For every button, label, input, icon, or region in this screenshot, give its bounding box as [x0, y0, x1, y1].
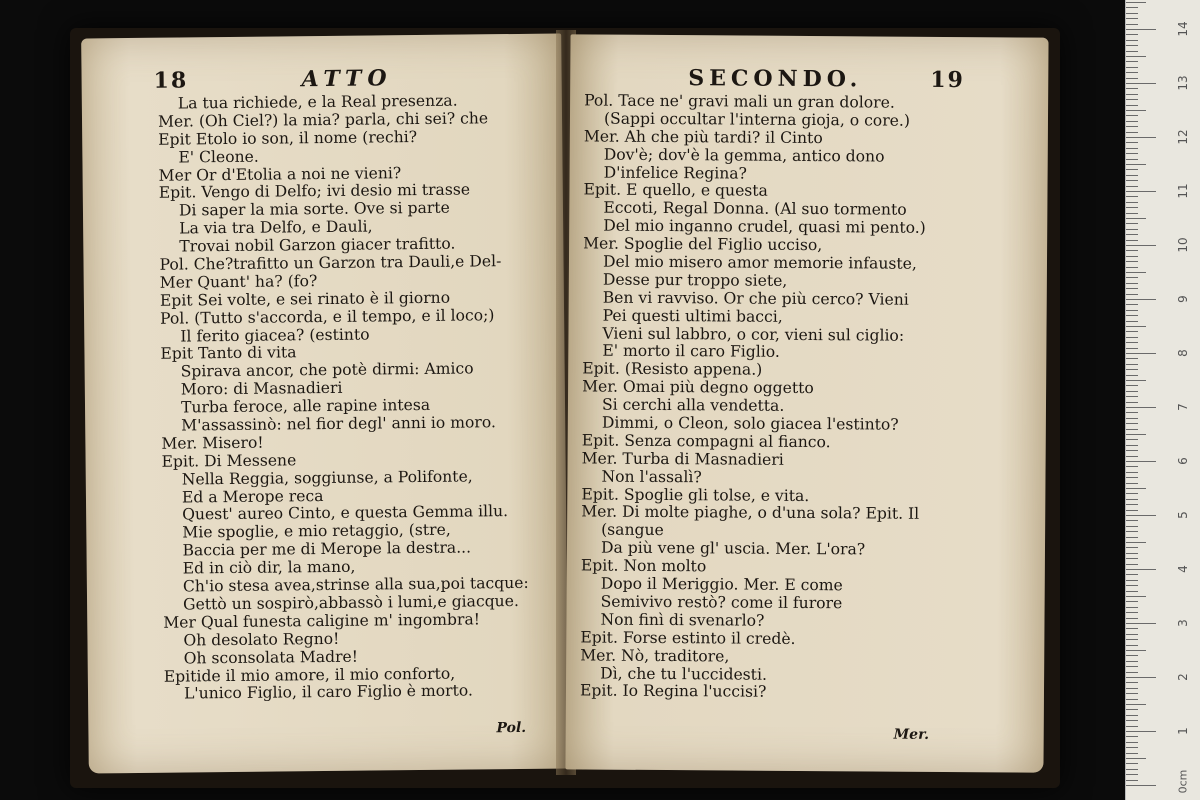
ruler-tick [1126, 585, 1138, 586]
ruler-tick [1126, 720, 1138, 721]
text-line: Oh desolato Regno! [183, 629, 340, 650]
text-line: Mer. Di molte piaghe, o d'una sola? Epit. Il [581, 502, 920, 524]
ruler-tick [1126, 191, 1156, 192]
ruler-tick [1126, 132, 1138, 133]
ruler-tick [1126, 780, 1138, 781]
ruler-tick [1126, 639, 1138, 640]
text-line: Mer. Spoglie del Figlio ucciso, [583, 234, 823, 255]
ruler-tick [1126, 358, 1138, 359]
text-line: Mer. Misero! [161, 433, 264, 453]
text-line: Epit. Senza compagni al fianco. [581, 431, 831, 452]
text-line: Mer. Ah che più tardi? il Cinto [583, 127, 823, 147]
ruler-tick [1126, 666, 1138, 667]
text-line: Mer Qual funesta caligine m' ingombra! [163, 610, 481, 632]
ruler-tick [1126, 558, 1138, 559]
right-page [565, 34, 1048, 772]
ruler-tick [1126, 612, 1138, 613]
left-page [81, 34, 569, 774]
ruler-tick [1126, 51, 1138, 52]
ruler-tick [1126, 110, 1146, 111]
ruler-tick [1126, 337, 1138, 338]
text-line: Nella Reggia, soggiunse, a Polifonte, [181, 467, 473, 489]
ruler-tick [1126, 83, 1156, 84]
ruler-tick [1126, 715, 1138, 716]
text-line: Ch'io stesa avea,strinse alla sua,poi tacque: [182, 573, 529, 596]
right-page-text [580, 92, 1024, 703]
ruler-tick [1126, 542, 1146, 543]
ruler-tick [1126, 213, 1138, 214]
ruler-tick [1126, 229, 1138, 230]
ruler-label: 4 [1176, 565, 1190, 573]
text-line: Baccia per me di Merope la destra... [182, 538, 472, 560]
ruler-tick [1126, 223, 1138, 224]
ruler-label: 3 [1176, 619, 1190, 627]
ruler-tick [1126, 294, 1138, 295]
ruler-tick [1126, 396, 1138, 397]
ruler-tick [1126, 67, 1138, 68]
text-line: Epit. Forse estinto il credè. [580, 628, 796, 648]
ruler-tick [1126, 121, 1138, 122]
text-line: M'assassinò: nel fior degl' anni io moro. [181, 413, 496, 435]
ruler-tick [1126, 591, 1138, 592]
ruler-tick [1126, 56, 1146, 57]
ruler-tick [1126, 785, 1156, 786]
text-line: Pol. (Tutto s'accorda, e il tempo, e il loco;) [160, 305, 495, 328]
text-line: Il ferito giacea? (estinto [180, 325, 370, 346]
ruler-tick [1126, 375, 1138, 376]
ruler-label: 6 [1176, 457, 1190, 465]
ruler-tick [1126, 510, 1138, 511]
ruler-tick [1126, 277, 1138, 278]
ruler-label: 5 [1176, 511, 1190, 519]
ruler-tick [1126, 283, 1138, 284]
ruler-tick [1126, 699, 1138, 700]
ruler-tick [1126, 175, 1138, 176]
ruler-tick [1126, 677, 1156, 678]
ruler-tick [1126, 186, 1138, 187]
ruler-tick [1126, 105, 1138, 106]
text-line: Mie spoglie, e mio retaggio, (stre, [182, 521, 451, 542]
text-line: Mer. (Oh Ciel?) la mia? parla, chi sei? che [157, 109, 489, 131]
text-line: Moro: di Masnadieri [180, 379, 343, 399]
ruler-tick [1126, 24, 1138, 25]
ruler-label: 2 [1176, 673, 1190, 681]
text-line: Ed in ciò dir, la mano, [182, 557, 356, 578]
ruler-tick [1126, 634, 1138, 635]
left-page-text [158, 92, 554, 704]
ruler-tick [1126, 456, 1138, 457]
text-line: La via tra Delfo, e Dauli, [179, 217, 373, 238]
text-line: L'unico Figlio, il caro Figlio è morto. [183, 681, 474, 703]
ruler-tick [1126, 726, 1138, 727]
ruler-tick [1126, 40, 1138, 41]
text-line: Quest' aureo Cinto, e questa Gemma illu. [182, 502, 509, 524]
text-line: Dopo il Meriggio. Mer. E come [600, 574, 843, 595]
ruler-tick [1126, 504, 1138, 505]
text-line: Epit. E quello, e questa [583, 180, 768, 201]
text-line: Eccoti, Regal Donna. (Al suo tormento [603, 198, 907, 220]
ruler-tick [1126, 326, 1146, 327]
text-line: Epit. Non molto [580, 556, 707, 576]
ruler-label: 10 [1176, 237, 1190, 253]
ruler-tick [1126, 574, 1138, 575]
ruler-tick [1126, 348, 1138, 349]
right-catchword: Mer. [893, 726, 930, 743]
text-line: Spirava ancor, che potè dirmi: Amico [180, 359, 474, 381]
text-line: E' Cleone. [178, 147, 259, 167]
ruler-tick [1126, 256, 1138, 257]
text-line: Di saper la mia sorte. Ove si parte [178, 199, 450, 220]
ruler-tick [1126, 180, 1138, 181]
ruler-tick [1126, 445, 1138, 446]
left-catchword: Pol. [496, 719, 527, 737]
text-line: Dov'è; dov'è la gemma, antico dono [603, 145, 885, 166]
text-line: Pei questi ultimi bacci, [602, 306, 783, 326]
ruler-tick [1126, 385, 1138, 386]
text-line: Pol. Che?trafitto un Garzon tra Dauli,e Del- [159, 252, 502, 274]
ruler-tick [1126, 7, 1138, 8]
ruler-tick [1126, 245, 1156, 246]
ruler-label: 12 [1176, 129, 1190, 145]
ruler-tick [1126, 650, 1146, 651]
ruler-tick [1126, 115, 1138, 116]
ruler-tick [1126, 769, 1138, 770]
ruler-tick [1126, 682, 1138, 683]
ruler-tick [1126, 466, 1138, 467]
ruler-tick [1126, 412, 1138, 413]
text-line: Turba feroce, alle rapine intesa [180, 396, 431, 417]
text-line: Mer. Omai più degno oggetto [582, 377, 814, 398]
ruler-tick [1126, 331, 1138, 332]
ruler-label: 11 [1176, 183, 1190, 199]
ruler-tick [1126, 774, 1138, 775]
text-line: Mer Or d'Etolia a noi ne vieni? [158, 163, 402, 185]
ruler-tick [1126, 304, 1138, 305]
left-running-head: ATTO [301, 65, 393, 93]
ruler-tick [1126, 747, 1138, 748]
text-line: Ben vi ravviso. Or che più cerco? Vieni [602, 288, 909, 309]
ruler-tick [1126, 299, 1156, 300]
ruler-tick [1126, 520, 1138, 521]
ruler-tick [1126, 353, 1156, 354]
ruler-tick [1126, 78, 1138, 79]
ruler-tick [1126, 169, 1138, 170]
ruler-tick [1126, 288, 1138, 289]
ruler-tick [1126, 596, 1146, 597]
ruler-tick [1126, 402, 1138, 403]
ruler-tick [1126, 153, 1138, 154]
text-line: Epit. Spoglie gli tolse, e vita. [581, 485, 810, 505]
ruler-label: 1 [1176, 727, 1190, 735]
ruler-tick [1126, 526, 1138, 527]
ruler-tick [1126, 148, 1138, 149]
text-line: Epit. Io Regina l'uccisi? [579, 681, 767, 702]
text-line: La tua richiede, e la Real presenza. [177, 91, 458, 113]
ruler-tick [1126, 88, 1138, 89]
ruler-tick [1126, 758, 1146, 759]
ruler-tick [1126, 483, 1138, 484]
ruler-tick [1126, 29, 1156, 30]
text-line: (sangue [601, 520, 664, 540]
ruler-tick [1126, 645, 1138, 646]
ruler-unit-label: 0cm [1176, 769, 1190, 794]
ruler-tick [1126, 429, 1138, 430]
ruler-tick [1126, 547, 1138, 548]
ruler-tick [1126, 234, 1138, 235]
text-line: Oh sconsolata Madre! [183, 647, 359, 668]
text-line: Del mio misero amor memorie infauste, [602, 252, 917, 273]
ruler-tick [1126, 439, 1138, 440]
ruler-tick [1126, 736, 1138, 737]
text-line: Pol. Tace ne' gravi mali un gran dolore. [584, 91, 895, 112]
text-line: Si cerchi alla vendetta. [601, 395, 785, 415]
ruler-tick [1126, 364, 1138, 365]
ruler-tick [1126, 380, 1146, 381]
ruler-tick [1126, 99, 1138, 100]
ruler-tick [1126, 477, 1138, 478]
text-line: Non finì di svenarlo? [600, 610, 765, 630]
ruler-tick [1126, 159, 1138, 160]
ruler-tick [1126, 2, 1146, 3]
ruler-tick [1126, 137, 1156, 138]
text-line: Epit. Vengo di Delfo; ivi desio mi trasse [158, 180, 471, 203]
text-line: (Sappi occultar l'interna gioja, o core.) [603, 109, 911, 130]
ruler-tick [1126, 493, 1138, 494]
text-line: Epit Etolo io son, il nome (rechi? [158, 127, 418, 149]
ruler-tick [1126, 607, 1138, 608]
ruler-tick [1126, 628, 1138, 629]
ruler-tick [1126, 704, 1146, 705]
text-line: Vieni sul labbro, o cor, vieni sul ciglio: [602, 324, 905, 345]
ruler-tick [1126, 250, 1138, 251]
ruler-tick [1126, 580, 1138, 581]
ruler-tick [1126, 693, 1138, 694]
measuring-ruler [1125, 0, 1200, 800]
ruler-tick [1126, 315, 1138, 316]
ruler-label: 13 [1176, 75, 1190, 91]
ruler-tick [1126, 499, 1138, 500]
ruler-tick [1126, 72, 1138, 73]
text-line: Trovai nobil Garzon giacer trafitto. [179, 234, 456, 256]
ruler-tick [1126, 515, 1156, 516]
text-line: Dimmi, o Cleon, solo giacea l'estinto? [601, 413, 899, 434]
text-line: Desse pur troppo siete, [602, 270, 788, 290]
ruler-tick [1126, 742, 1138, 743]
ruler-tick [1126, 164, 1146, 165]
ruler-tick [1126, 13, 1138, 14]
ruler-tick [1126, 763, 1138, 764]
ruler-tick [1126, 531, 1138, 532]
ruler-tick [1126, 553, 1138, 554]
ruler-tick [1126, 267, 1138, 268]
text-line: Del mio inganno crudel, quasi mi pento.) [603, 216, 926, 238]
ruler-tick [1126, 261, 1138, 262]
ruler-tick [1126, 564, 1138, 565]
ruler-tick [1126, 342, 1138, 343]
ruler-tick [1126, 18, 1138, 19]
ruler-tick [1126, 218, 1146, 219]
ruler-tick [1126, 196, 1138, 197]
text-line: Epit Sei volte, e sei rinato è il giorno [159, 288, 451, 310]
ruler-tick [1126, 461, 1156, 462]
ruler-tick [1126, 369, 1138, 370]
text-line: Mer Quant' ha? (fo? [159, 271, 318, 292]
ruler-tick [1126, 321, 1138, 322]
ruler-tick [1126, 450, 1138, 451]
ruler-tick [1126, 45, 1138, 46]
ruler-tick [1126, 709, 1138, 710]
ruler-tick [1126, 569, 1156, 570]
text-line: Mer. Turba di Masnadieri [581, 449, 784, 469]
text-line: E' morto il caro Figlio. [602, 342, 780, 362]
ruler-tick [1126, 655, 1138, 656]
ruler-tick [1126, 537, 1138, 538]
text-line: D'infelice Regina? [603, 163, 748, 183]
ruler-tick [1126, 753, 1138, 754]
ruler-tick [1126, 391, 1138, 392]
ruler-tick [1126, 207, 1138, 208]
ruler-tick [1126, 601, 1138, 602]
text-line: Da più vene gl' uscia. Mer. L'ora? [600, 538, 866, 559]
ruler-tick [1126, 34, 1138, 35]
ruler-tick [1126, 434, 1146, 435]
ruler-tick [1126, 126, 1138, 127]
ruler-tick [1126, 488, 1146, 489]
ruler-tick [1126, 407, 1156, 408]
text-line: Gettò un sospirò,abbassò i lumi,e giacque. [183, 591, 519, 614]
ruler-tick [1126, 240, 1138, 241]
text-line: Mer. Nò, traditore, [580, 646, 730, 666]
ruler-tick [1126, 731, 1156, 732]
right-running-head: SECONDO. [688, 65, 863, 93]
ruler-tick [1126, 310, 1138, 311]
ruler-tick [1126, 142, 1138, 143]
ruler-label: 14 [1176, 21, 1190, 37]
ruler-tick [1126, 618, 1138, 619]
ruler-tick [1126, 61, 1138, 62]
ruler-label: 8 [1176, 349, 1190, 357]
ruler-tick [1126, 688, 1138, 689]
ruler-tick [1126, 472, 1138, 473]
ruler-tick [1126, 672, 1138, 673]
right-page-number: 19 [930, 66, 965, 94]
ruler-tick [1126, 623, 1156, 624]
ruler-tick [1126, 418, 1138, 419]
ruler-tick [1126, 661, 1138, 662]
text-line: Epit Tanto di vita [160, 343, 297, 364]
text-line: Epit. Di Messene [161, 451, 297, 471]
text-line: Dì, che tu l'uccidesti. [600, 664, 767, 684]
left-page-number: 18 [153, 67, 189, 94]
text-line: Epitide il mio amore, il mio conforto, [163, 664, 456, 686]
ruler-tick [1126, 94, 1138, 95]
ruler-tick [1126, 272, 1146, 273]
ruler-tick [1126, 423, 1138, 424]
text-line: Semivivo restò? come il furore [600, 592, 843, 613]
ruler-label: 7 [1176, 403, 1190, 411]
ruler-tick [1126, 202, 1138, 203]
ruler-label: 9 [1176, 295, 1190, 303]
text-line: Non l'assalì? [601, 467, 702, 486]
text-line: Ed a Merope reca [181, 486, 324, 507]
text-line: Epit. (Resisto appena.) [582, 359, 763, 380]
